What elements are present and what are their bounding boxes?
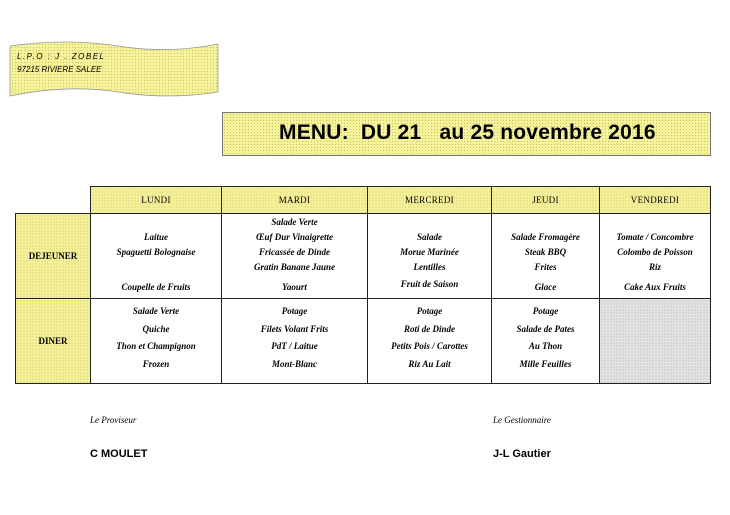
meal-label-diner: DINER xyxy=(16,299,91,384)
dish: Au Thon xyxy=(528,341,563,351)
dejeuner-vendredi xyxy=(600,214,711,299)
day-header-mercredi: MERCREDI xyxy=(368,187,492,214)
diner-mardi xyxy=(222,299,368,384)
proviseur-name: C MOULET xyxy=(90,448,148,460)
dish: Gratin Banane Jaune xyxy=(253,262,336,272)
header-row xyxy=(16,187,711,214)
dejeuner-mardi xyxy=(222,214,368,299)
dish: Œuf Dur Vinaigrette xyxy=(255,232,333,242)
dish: PdT / Laitue xyxy=(271,341,318,351)
dish: Laitue xyxy=(144,232,168,242)
dessert: Yaourt xyxy=(282,282,307,292)
dish: Mille Feuilles xyxy=(519,358,572,369)
dish: Frozen xyxy=(142,358,170,369)
dish: Mont-Blanc xyxy=(271,358,317,369)
dessert: Fruit de Saison xyxy=(400,279,459,289)
dish: Riz xyxy=(648,262,661,272)
dish: Tomate / Concombre xyxy=(616,232,694,242)
dejeuner-mercredi xyxy=(368,214,492,299)
diner-vendredi-empty xyxy=(600,299,711,384)
gestionnaire-role: Le Gestionnaire xyxy=(493,415,551,425)
dish: Salade Verte xyxy=(271,217,318,227)
dish: Lentilles xyxy=(413,262,446,272)
menu-title-banner xyxy=(222,112,711,156)
corner-cell xyxy=(16,187,91,214)
dish: Petits Pois / Carottes xyxy=(391,341,468,351)
dish: Fricassée de Dinde xyxy=(259,247,330,257)
dish: Salade xyxy=(416,232,442,242)
dish: Potage xyxy=(532,306,559,316)
dejeuner-jeudi xyxy=(492,214,600,299)
day-header-lundi: LUNDI xyxy=(91,187,222,214)
dish: Salade de Pates xyxy=(516,323,575,334)
dish: Colombo de Poisson xyxy=(617,247,693,257)
dish: Salade Verte xyxy=(132,306,180,316)
dejeuner-lundi xyxy=(91,214,222,299)
dish: Potage xyxy=(416,306,443,316)
dish: Spaguetti Bolognaise xyxy=(116,247,196,257)
diner-lundi xyxy=(91,299,222,384)
day-header-mardi: MARDI xyxy=(222,187,368,214)
menu-title: MENU: DU 21 au 25 novembre 2016 xyxy=(279,121,656,144)
dish: Filets Volant Frits xyxy=(260,323,329,334)
dish: Salade Fromagère xyxy=(511,232,580,242)
dish: Thon et Champignon xyxy=(116,341,196,351)
dish: Steak BBQ xyxy=(524,247,567,257)
school-name: L.P.O : J . ZOBEL xyxy=(17,52,106,61)
day-header-jeudi: JEUDI xyxy=(492,187,600,214)
dessert: Cake Aux Fruits xyxy=(624,282,686,292)
gestionnaire-name: J-L Gautier xyxy=(493,448,551,460)
dish: Potage xyxy=(281,306,308,316)
diner-mercredi xyxy=(368,299,492,384)
meal-label-dejeuner: DEJEUNER xyxy=(16,214,91,299)
dejeuner-row xyxy=(16,214,711,299)
proviseur-role: Le Proviseur xyxy=(90,415,137,425)
dish: Morue Marinée xyxy=(400,247,459,257)
diner-row xyxy=(16,299,711,384)
dish: Quiche xyxy=(142,323,170,334)
dish: Riz Au Lait xyxy=(408,358,451,369)
dish: Frites xyxy=(534,262,557,272)
dish: Roti de Dinde xyxy=(404,323,455,334)
dessert: Glace xyxy=(534,282,557,292)
dessert: Coupelle de Fruits xyxy=(121,282,191,292)
school-address: 97215 RIVIERE SALEE xyxy=(17,65,102,74)
menu-table xyxy=(15,186,711,384)
diner-jeudi xyxy=(492,299,600,384)
day-header-vendredi: VENDREDI xyxy=(600,187,711,214)
